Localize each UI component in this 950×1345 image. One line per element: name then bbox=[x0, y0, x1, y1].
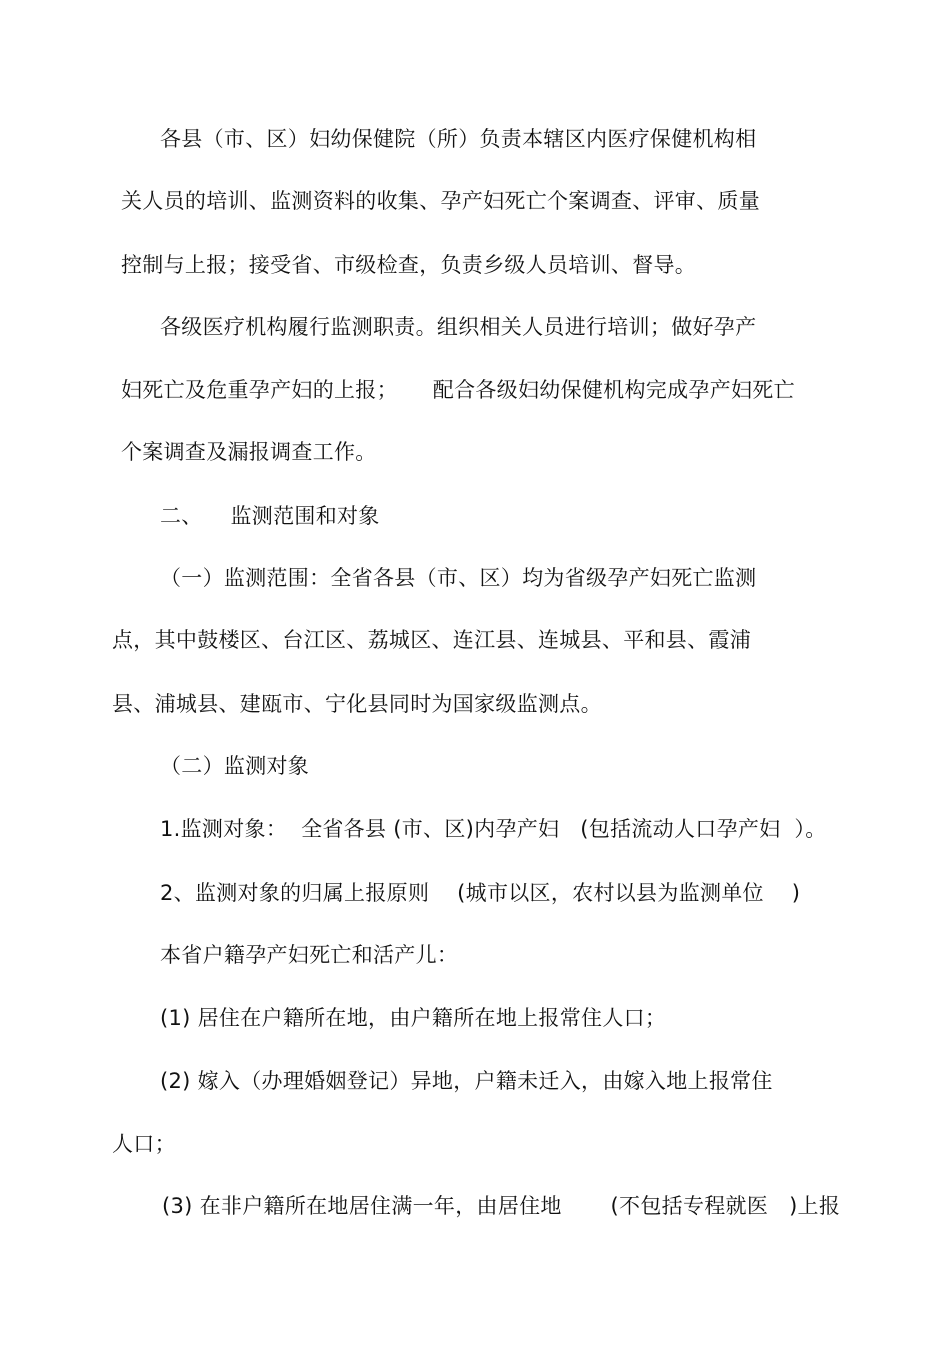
paragraph-line: 个案调查及漏报调查工作。 bbox=[121, 440, 377, 464]
list-item: (1) 居住在户籍所在地，由户籍所在地上报常住人口； bbox=[160, 1006, 667, 1030]
paragraph-line: 2、监测对象的归属上报原则 (城市以区，农村以县为监测单位 ) bbox=[160, 881, 801, 905]
paragraph-line: 妇死亡及危重孕产妇的上报； 配合各级妇幼保健机构完成孕产妇死亡 bbox=[121, 378, 795, 402]
paragraph-line: 本省户籍孕产妇死亡和活产儿： bbox=[160, 943, 459, 967]
paragraph-line: 各级医疗机构履行监测职责。组织相关人员进行培训；做好孕产 bbox=[160, 315, 757, 339]
paragraph-line: 控制与上报；接受省、市级检查，负责乡级人员培训、督导。 bbox=[121, 253, 697, 277]
paragraph-line: 点，其中鼓楼区、台江区、荔城区、连江县、连城县、平和县、霞浦 bbox=[112, 628, 751, 652]
paragraph-line: 各县（市、区）妇幼保健院（所）负责本辖区内医疗保健机构相 bbox=[160, 127, 757, 151]
paragraph-line: 1.监测对象： 全省各县 (市、区)内孕产妇 (包括流动人口孕产妇 ）。 bbox=[160, 817, 827, 841]
list-item: (3) 在非户籍所在地居住满一年，由居住地 (不包括专程就医 )上报 bbox=[162, 1194, 841, 1218]
paragraph-line: 人口； bbox=[112, 1132, 176, 1156]
paragraph-line: （一）监测范围：全省各县（市、区）均为省级孕产妇死亡监测 bbox=[160, 566, 757, 590]
paragraph-line: 县、浦城县、建瓯市、宁化县同时为国家级监测点。 bbox=[112, 692, 602, 716]
paragraph-line: 关人员的培训、监测资料的收集、孕产妇死亡个案调查、评审、质量 bbox=[121, 189, 760, 213]
list-item: (2) 嫁入（办理婚姻登记）异地，户籍未迁入，由嫁入地上报常住 bbox=[160, 1069, 773, 1093]
subsection-heading: （二）监测对象 bbox=[160, 754, 310, 778]
section-heading: 二、 监测范围和对象 bbox=[160, 504, 380, 528]
